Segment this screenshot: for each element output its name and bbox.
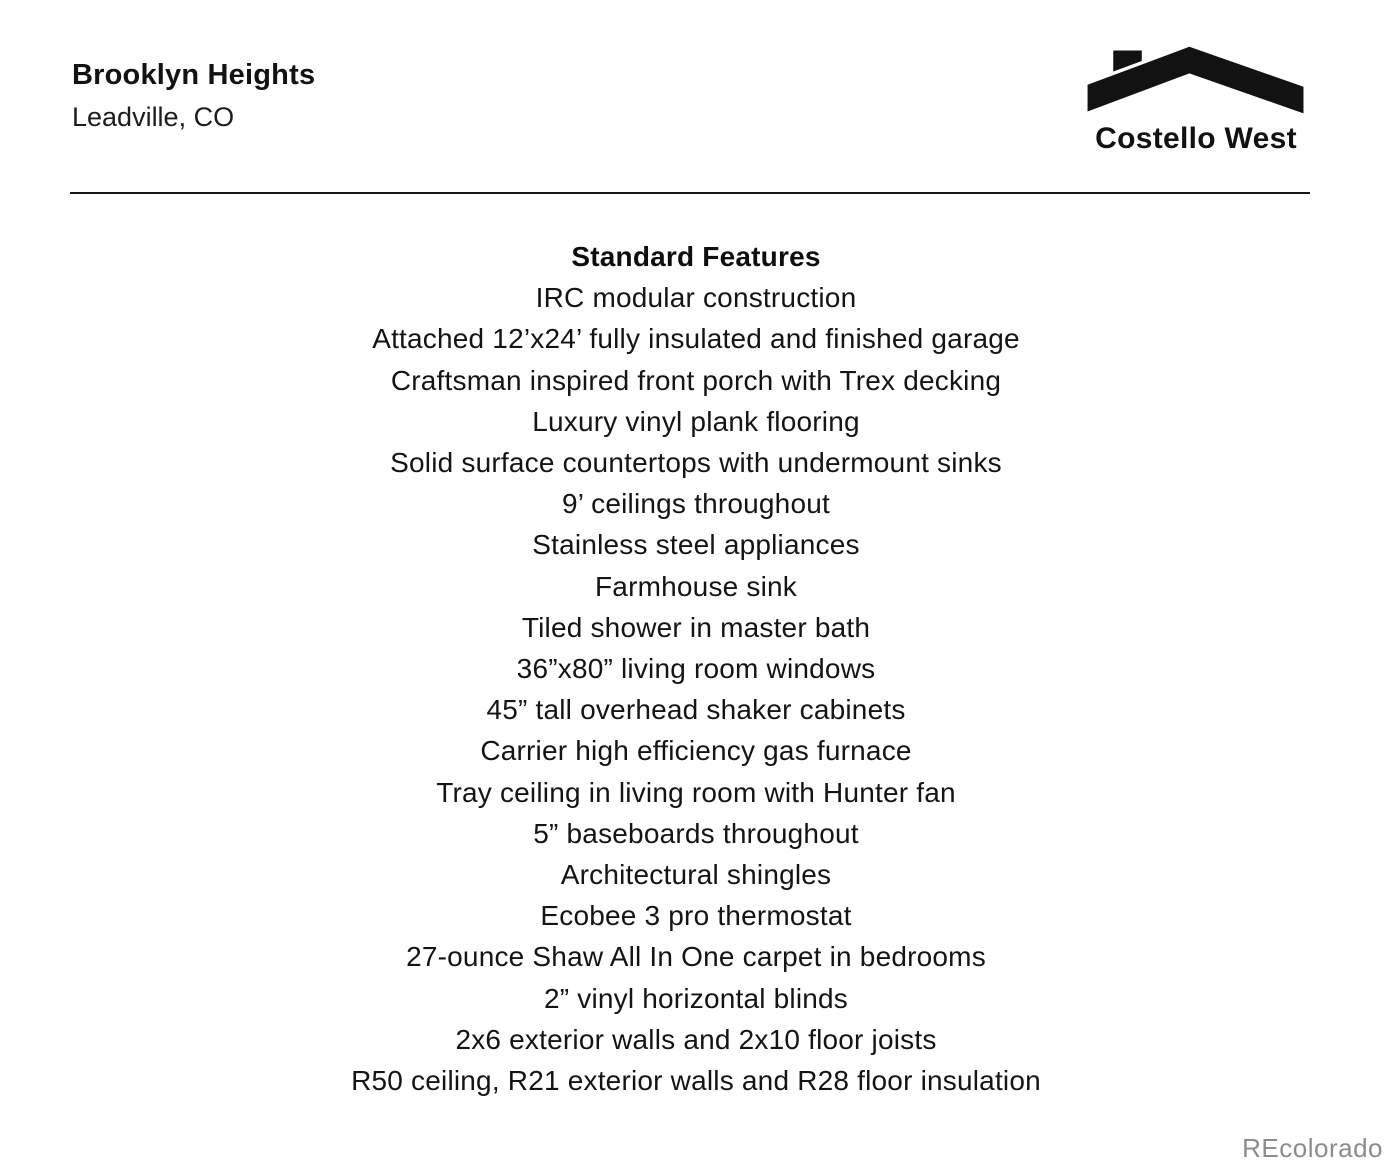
feature-item: 2x6 exterior walls and 2x10 floor joists bbox=[455, 1023, 937, 1055]
feature-item: Architectural shingles bbox=[560, 859, 832, 891]
feature-item: Tiled shower in master bath bbox=[521, 611, 871, 643]
feature-item: Solid surface countertops with undermount sinks bbox=[390, 447, 1002, 479]
feature-item: Farmhouse sink bbox=[595, 570, 797, 602]
feature-item: 36”x80” living room windows bbox=[516, 653, 876, 685]
builder-logo bbox=[1080, 42, 1312, 156]
feature-item: 9’ ceilings throughout bbox=[562, 488, 830, 520]
feature-item: Stainless steel appliances bbox=[532, 529, 860, 561]
feature-item: Luxury vinyl plank flooring bbox=[532, 405, 860, 437]
community-name: Brooklyn Heights bbox=[72, 59, 316, 91]
feature-item: Tray ceiling in living room with Hunter fan bbox=[436, 776, 956, 808]
section-heading: Standard Features bbox=[571, 241, 821, 272]
feature-item: Craftsman inspired front porch with Trex decking bbox=[390, 364, 1002, 396]
feature-item: 2” vinyl horizontal blinds bbox=[543, 982, 848, 1014]
feature-item: 45” tall overhead shaker cabinets bbox=[486, 694, 906, 726]
header bbox=[72, 58, 315, 133]
feature-item: IRC modular construction bbox=[535, 282, 857, 314]
community-location: Leadville, CO bbox=[72, 102, 235, 132]
feature-item: Attached 12’x24’ fully insulated and finished garage bbox=[372, 323, 1020, 355]
feature-item: R50 ceiling, R21 exterior walls and R28 floor insulation bbox=[351, 1065, 1041, 1097]
roof-chimney-icon bbox=[1080, 42, 1312, 120]
builder-brand-name: Costello West bbox=[1095, 122, 1297, 155]
header-divider-line bbox=[70, 192, 1310, 194]
recolorado-watermark: REcolorado bbox=[1242, 1133, 1383, 1163]
feature-item: 27-ounce Shaw All In One carpet in bedrooms bbox=[406, 941, 986, 973]
feature-item: Carrier high efficiency gas furnace bbox=[480, 735, 912, 767]
standard-features-section bbox=[0, 236, 1392, 1101]
feature-item: 5” baseboards throughout bbox=[533, 817, 859, 849]
feature-item: Ecobee 3 pro thermostat bbox=[540, 900, 852, 932]
